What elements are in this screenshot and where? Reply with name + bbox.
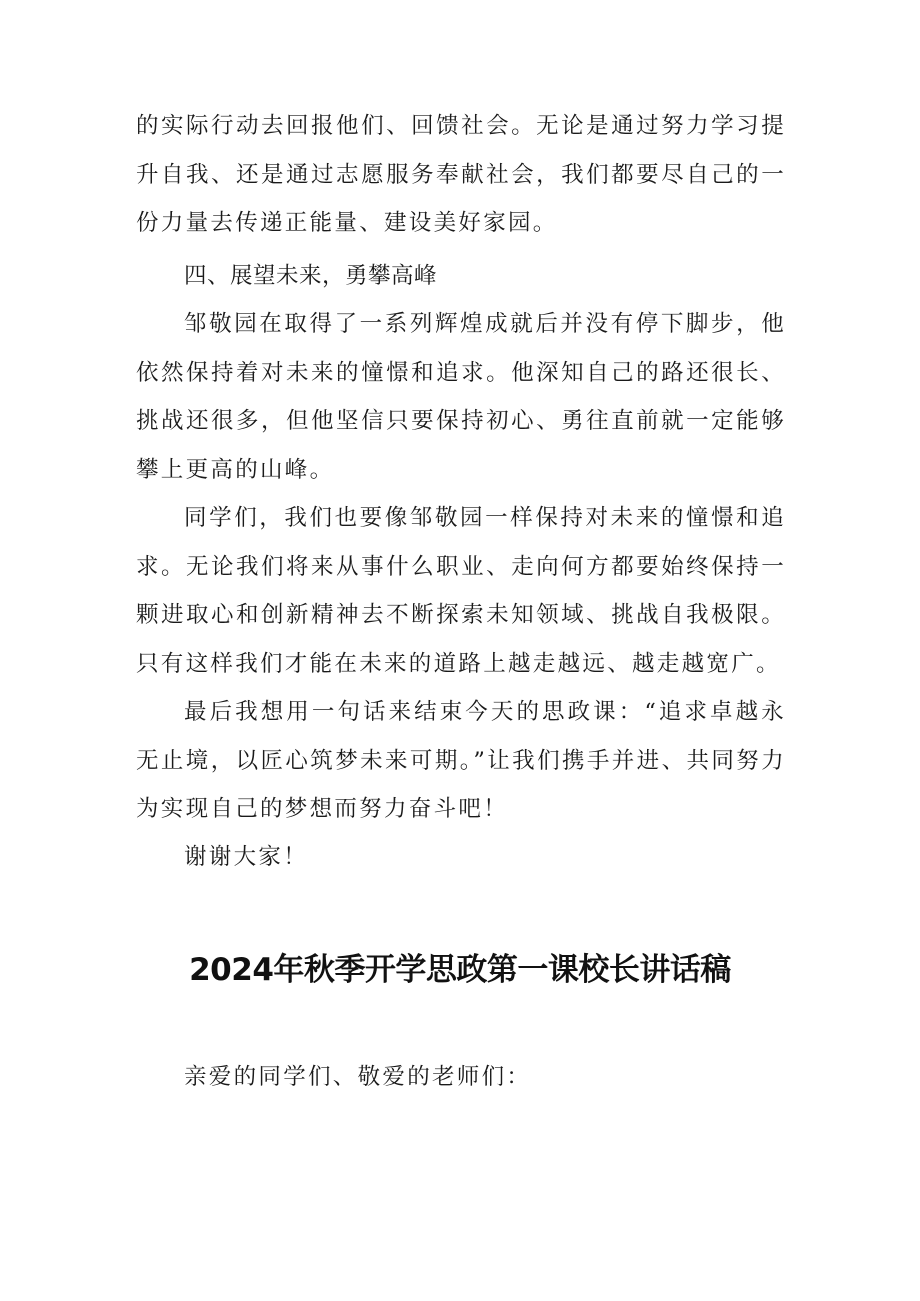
paragraph-closing: 最后我想用一句话来结束今天的思政课：“追求卓越永无止境，以匠心筑梦未来可期。”让我们携手并进、共同努力为实现自己的梦想而努力奋斗吧！ [136, 699, 786, 822]
paragraph-future: 邹敬园在取得了一系列辉煌成就后并没有停下脚步，他依然保持着对未来的憧憬和追求。他深知自己的路还很长、挑战还很多，但他坚信只要保持初心、勇往直前就一定能够攀上更高的山峰。 [136, 311, 786, 483]
speech-title: 2024年秋季开学思政第一课校长讲话稿 [189, 952, 731, 988]
section-four-heading: 四、展望未来，勇攀高峰 [184, 263, 438, 289]
paragraph-students: 同学们，我们也要像邹敬园一样保持对未来的憧憬和追求。无论我们将来从事什么职业、走向何方都要始终保持一颗进取心和创新精神去不断探索未知领域、挑战自我极限。只有这样我们才能在未来的道路上越走越远、越走越宽广。 [136, 505, 786, 677]
thanks-line: 谢谢大家！ [184, 844, 309, 870]
paragraph-continuation: 的实际行动去回报他们、回馈社会。无论是通过努力学习提升自我、还是通过志愿服务奉献社会，我们都要尽自己的一份力量去传递正能量、建设美好家园。 [136, 113, 786, 236]
salutation: 亲爱的同学们、敬爱的老师们： [184, 1064, 532, 1090]
